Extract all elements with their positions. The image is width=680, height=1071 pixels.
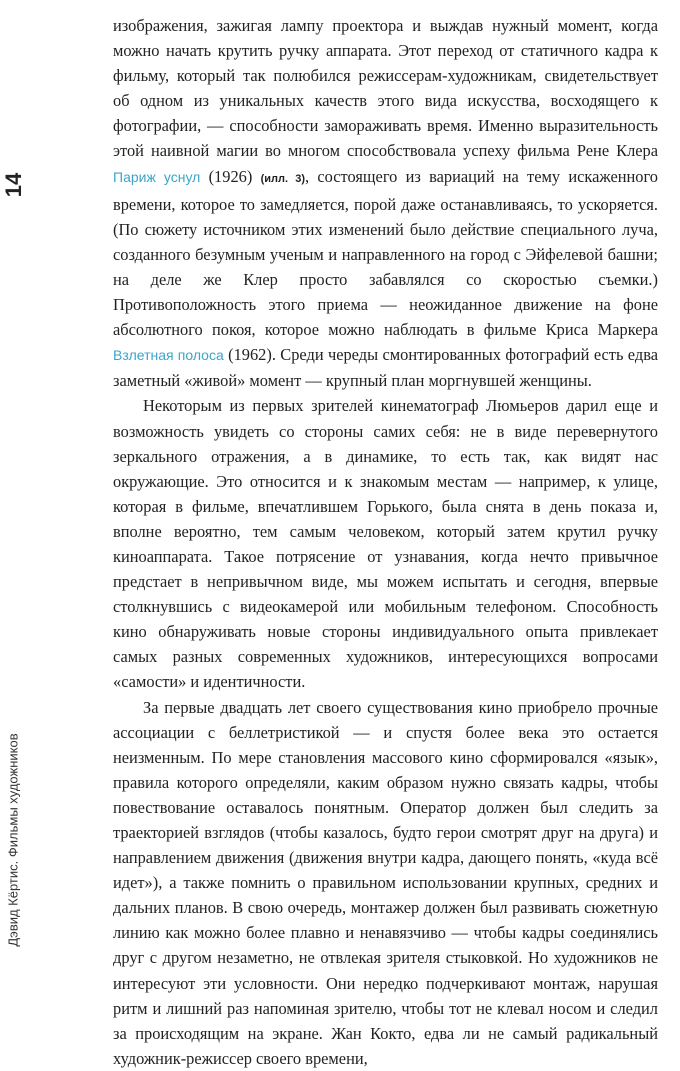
paragraph-text: (1962). Среди череды смонтированных фотографий есть едва заметный «живой» момент — крупный план моргнувшей женщины.: [113, 345, 658, 391]
illustration-reference: (илл. 3): [260, 172, 306, 185]
paragraph-text: (1926): [200, 166, 261, 186]
page-number: [2, 165, 26, 205]
paragraph-text: , состоящего из вариаций на тему искаженного времени, которое то замедляется, порой даже останавливаясь, то ускоряется. (По сюжету источником этих изменений было действие специального луча, созданного безумным ученым и направленного на город с Эйфелевой башни; на деле же Клер просто забавлялся со скоростью съемки.) Противоположность этого приема — неожиданное движение на фоне абсолютного покоя, которое можно наблюдать в фильме Криса Маркера: [113, 166, 658, 340]
body-text: [113, 13, 658, 1071]
paragraph: [113, 695, 658, 1071]
paragraph-text: изображения, зажигая лампу проектора и выждав нужный момент, когда можно начать крутить ручку аппарата. Этот переход от статичного кадра к фильму, который так полюбился режиссерам-художникам, свидетельствует об одном из уникальных качеств этого вида искусства, восходящего к фотографии, — способности замораживать время. Именно выразительность этой наивной магии во многом способствовала успеху фильма Рене Клера: [113, 16, 658, 161]
paragraph-text: Некоторым из первых зрителей кинематограф Люмьеров дарил еще и возможность увидеть со стороны самих себя: не в виде перевернутого зеркального отражения, а в динамике, то есть так, как видят нас окружающие. Это относится и к знакомым местам — например, к улице, которая в фильме, впечатлившем Горького, была снята в день показа и, вполне вероятно, тем самым человеком, который затем крутил ручку киноаппарата. Такое потрясение от узнавания, когда нечто привычное предстает в непривычном виде, мы можем испытать и сегодня, впервые столкнувшись с видеокамерой или мобильным телефоном. Способность кино обнаруживать новые стороны индивидуального опыта привлекает самых разных современных художников, интересующихся вопросами «самости» и идентичности.: [113, 396, 658, 692]
film-title: Взлетная полоса: [113, 347, 224, 364]
paragraph: [113, 393, 658, 694]
running-head: [0, 690, 26, 990]
film-title: Париж уснул: [113, 168, 201, 185]
paragraph: [113, 13, 658, 393]
page-number-text: 14: [1, 172, 27, 198]
paragraph-text: За первые двадцать лет своего существования кино приобрело прочные ассоциации с беллетристикой — и спустя более века это остается неизменным. По мере становления массового кино сформировался «язык», правила которого определяли, каким образом нужно связать кадры, чтобы повествование оставалось понятным. Оператор должен был следить за траекторией взглядов (чтобы казалось, будто герои смотрят друг на друга) и направлением движения (движения внутри кадра, дающего понять, «куда всё идет»), а также помнить о правильном использовании крупных, средних и дальних планов. В свою очередь, монтажер должен был развивать сюжетную линию как можно более плавно и ненавязчиво — чтобы кадры соединялись друг с другом незаметно, не отвлекая зрителя стыковкой. Но художников не интересуют эти условности. Они нередко подчеркивают монтаж, нарушая ритм и лишний раз напоминая зрителю, чтобы тот не клевал носом и следил за происходящим на экране. Жан Кокто, едва ли не самый радикальный художник-режиссер своего времени,: [113, 697, 658, 1068]
running-head-text: Дэвид Кёртис. Фильмы художников: [5, 733, 21, 947]
